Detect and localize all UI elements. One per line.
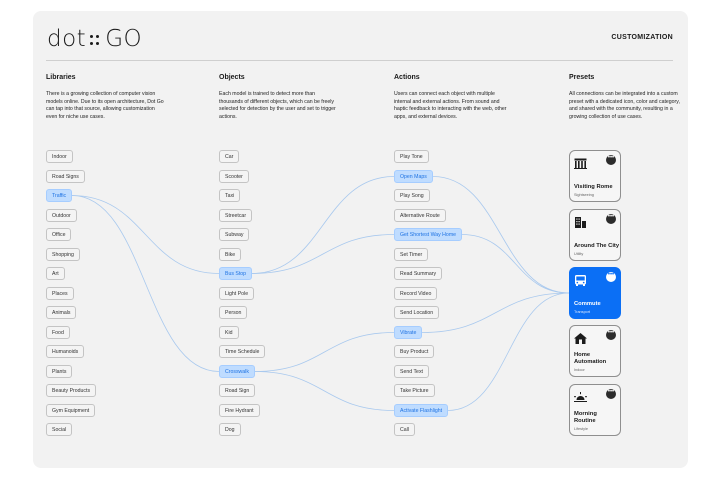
preset-category: Sightseeing [574, 193, 594, 197]
object-chip-light-pole[interactable]: Light Pole [219, 287, 254, 300]
object-chip-dog[interactable]: Dog [219, 423, 241, 436]
more-options-icon[interactable]: ••• [606, 155, 616, 165]
presets-title: Presets [569, 74, 595, 81]
object-chip-person[interactable]: Person [219, 306, 247, 319]
preset-card-morning-routine[interactable] [569, 384, 621, 436]
libraries-title: Libraries [46, 74, 76, 81]
object-chip-bike[interactable]: Bike [219, 248, 241, 261]
object-chip-road-sign[interactable]: Road Sign [219, 384, 255, 397]
action-chip-read-summary[interactable]: Read Summary [394, 267, 442, 280]
action-chip-open-maps[interactable]: Open Maps [394, 170, 433, 183]
preset-card-commute[interactable] [569, 267, 621, 319]
action-chip-send-location[interactable]: Send Location [394, 306, 439, 319]
bus-icon [574, 273, 587, 284]
preset-name: Home Automation [574, 352, 607, 365]
libraries-description: There is a growing collection of computer vision models online. Due to its open architecture, Dot Go can tap into that source, allowing customization even for niche use cases. [46, 91, 164, 120]
preset-name: Commute [574, 300, 601, 307]
connection-line-crosswalk-to-vibrate [255, 333, 394, 372]
action-chip-activate-flashlight[interactable]: Activate Flashlight [394, 404, 448, 417]
object-chip-subway[interactable]: Subway [219, 228, 249, 241]
connection-line-bus-stop-to-open-maps [252, 177, 394, 274]
librarie-chip-traffic[interactable]: Traffic [46, 189, 72, 202]
librarie-chip-outdoor[interactable]: Outdoor [46, 209, 77, 222]
action-chip-take-picture[interactable]: Take Picture [394, 384, 435, 397]
action-chip-play-song[interactable]: Play Song [394, 189, 430, 202]
more-options-icon[interactable]: ••• [606, 389, 616, 399]
action-chip-vibrate[interactable]: Vibrate [394, 326, 422, 339]
preset-category: Lifestyle [574, 427, 588, 431]
action-chip-play-tone[interactable]: Play Tone [394, 150, 429, 163]
librarie-chip-beauty-products[interactable]: Beauty Products [46, 384, 96, 397]
librarie-chip-plants[interactable]: Plants [46, 365, 72, 378]
preset-category: Transport [574, 310, 591, 314]
action-chip-buy-product[interactable]: Buy Product [394, 345, 434, 358]
object-chip-car[interactable]: Car [219, 150, 239, 163]
buildings-icon [574, 215, 587, 226]
object-chip-streetcar[interactable]: Streetcar [219, 209, 252, 222]
preset-card-visiting-rome[interactable] [569, 150, 621, 202]
librarie-chip-places[interactable]: Places [46, 287, 74, 300]
object-chip-taxi[interactable]: Taxi [219, 189, 240, 202]
action-chip-call[interactable]: Call [394, 423, 415, 436]
connection-line-get-shortest-way-home-to-commute [462, 235, 569, 294]
action-chip-record-video[interactable]: Record Video [394, 287, 437, 300]
colosseum-icon [574, 156, 587, 167]
librarie-chip-shopping[interactable]: Shopping [46, 248, 80, 261]
connection-line-traffic-to-crosswalk [72, 196, 219, 372]
page-title: CUSTOMIZATION [611, 34, 673, 41]
action-chip-get-shortest-way-home[interactable]: Get Shortest Way Home [394, 228, 462, 241]
presets-description: All connections can be integrated into a custom preset with a dedicated icon, color and category, and shared with the community, resulting in a growing collection of use cases. [569, 91, 680, 120]
connection-line-bus-stop-to-get-shortest-way-home [252, 235, 394, 274]
action-chip-alternative-route[interactable]: Alternative Route [394, 209, 446, 222]
preset-card-around-the-city[interactable] [569, 209, 621, 261]
action-chip-send-text[interactable]: Send Text [394, 365, 429, 378]
librarie-chip-gym-equipment[interactable]: Gym Equipment [46, 404, 95, 417]
preset-name: Morning Routine [574, 411, 597, 424]
sunrise-icon [574, 390, 587, 401]
librarie-chip-animals[interactable]: Animals [46, 306, 76, 319]
more-options-icon[interactable]: ••• [606, 272, 616, 282]
connection-line-activate-flashlight-to-commute [448, 293, 569, 411]
librarie-chip-food[interactable]: Food [46, 326, 70, 339]
librarie-chip-social[interactable]: Social [46, 423, 72, 436]
actions-description: Users can connect each object with multiple internal and external actions. From sound and haptic feedback to interacting with the web, other apps, and external devices. [394, 91, 507, 120]
librarie-chip-road-signs[interactable]: Road Signs [46, 170, 85, 183]
more-options-icon[interactable]: ••• [606, 330, 616, 340]
connection-line-traffic-to-bus-stop [72, 196, 219, 274]
object-chip-scooter[interactable]: Scooter [219, 170, 249, 183]
preset-card-home-automation[interactable] [569, 325, 621, 377]
objects-description: Each model is trained to detect more than thousands of different objects, which can be freely selected for detection by the user and set to trigger actions. [219, 91, 336, 120]
object-chip-crosswalk[interactable]: Crosswalk [219, 365, 255, 378]
objects-title: Objects [219, 74, 245, 81]
object-chip-kid[interactable]: Kid [219, 326, 239, 339]
librarie-chip-art[interactable]: Art [46, 267, 65, 280]
preset-category: Indoor [574, 368, 585, 372]
object-chip-fire-hydrant[interactable]: Fire Hydrant [219, 404, 260, 417]
librarie-chip-indoor[interactable]: Indoor [46, 150, 73, 163]
connection-line-crosswalk-to-activate-flashlight [255, 372, 394, 411]
preset-name: Visiting Rome [574, 183, 613, 190]
librarie-chip-humanoids[interactable]: Humanoids [46, 345, 84, 358]
home-icon [574, 331, 587, 342]
dot-go-logo: dot GO [47, 26, 143, 52]
librarie-chip-office[interactable]: Office [46, 228, 71, 241]
preset-name: Around The City [574, 242, 620, 249]
more-options-icon[interactable]: ••• [606, 214, 616, 224]
preset-category: Utility [574, 252, 584, 256]
object-chip-bus-stop[interactable]: Bus Stop [219, 267, 252, 280]
actions-title: Actions [394, 74, 420, 81]
action-chip-set-timer[interactable]: Set Timer [394, 248, 428, 261]
object-chip-time-schedule[interactable]: Time Schedule [219, 345, 265, 358]
